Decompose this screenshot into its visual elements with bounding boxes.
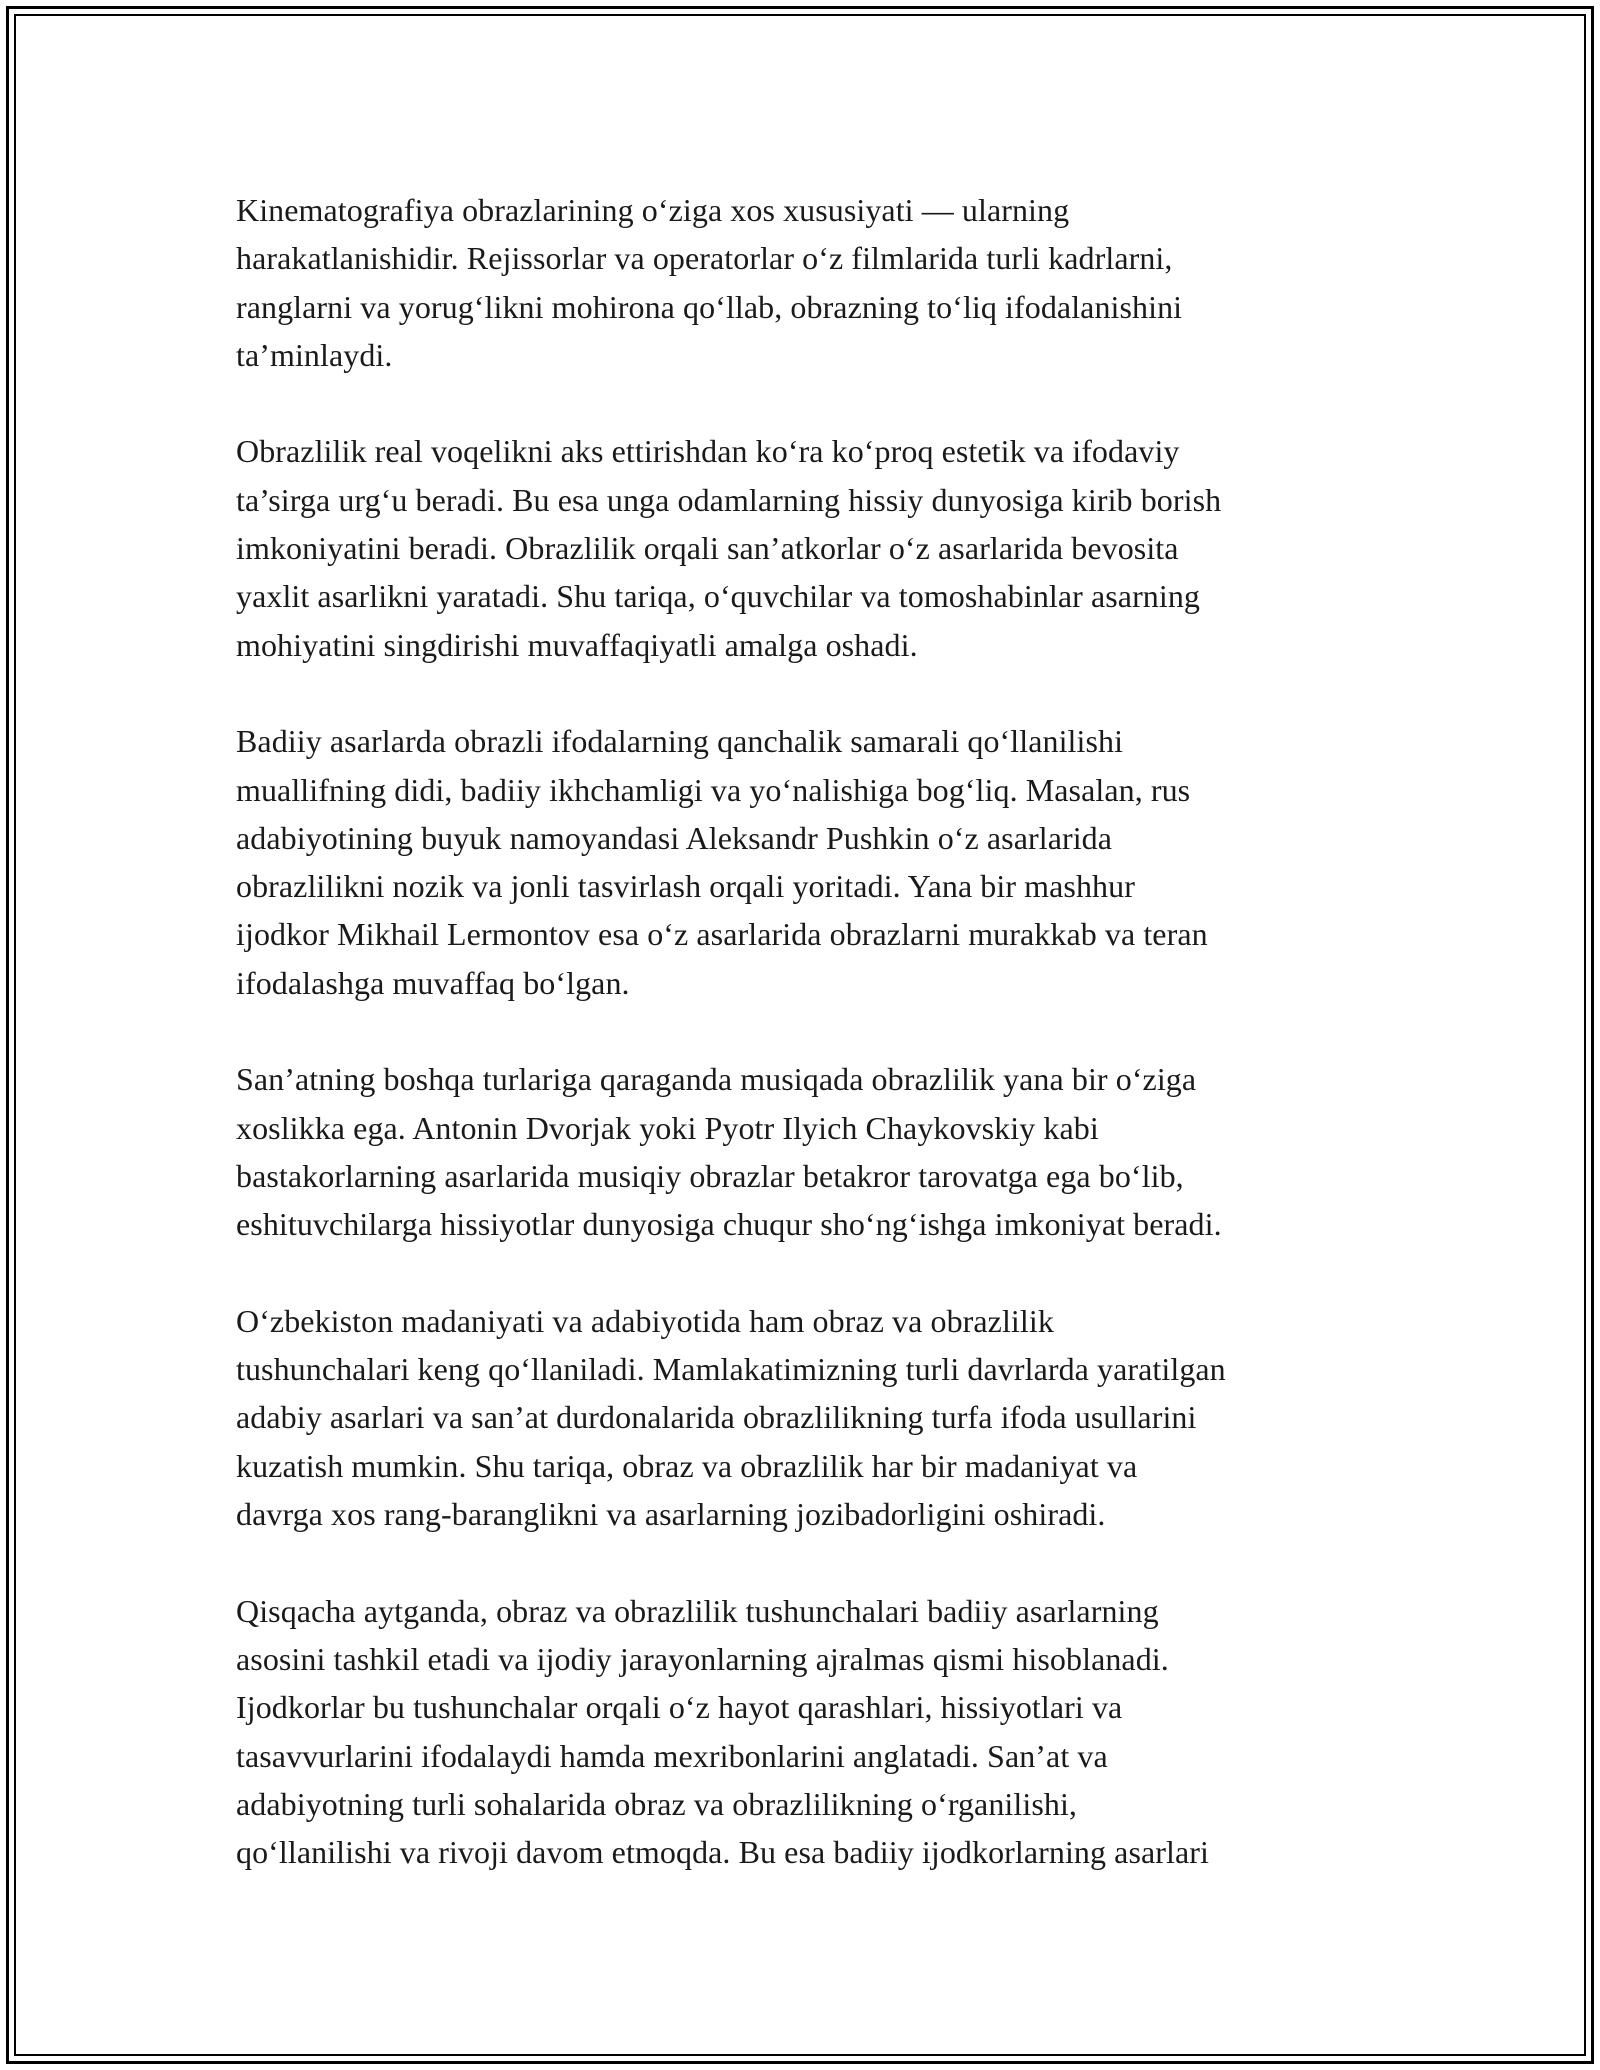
text-line: obrazlilikni nozik va jonli tasvirlash orqali yoritadi. Yana bir mashhur bbox=[236, 868, 1135, 905]
text-line: qo‘llanilishi va rivoji davom etmoqda. Bu esa badiiy ijodkorlarning asarlari bbox=[236, 1834, 1209, 1871]
text-line: adabiyotining buyuk namoyandasi Aleksandr Pushkin o‘z asarlarida bbox=[236, 819, 1113, 856]
text-line: Badiiy asarlarda obrazli ifodalarning qanchalik samarali qo‘llanilishi bbox=[236, 723, 1124, 760]
paragraph bbox=[236, 427, 1376, 668]
text-line: davrga xos rang-baranglikni va asarlarning jozibadorligini oshiradi. bbox=[236, 1496, 1106, 1533]
text-line: ijodkor Mikhail Lermontov esa o‘z asarlarida obrazlarni murakkab va teran bbox=[236, 916, 1208, 953]
text-line: Ijodkorlar bu tushunchalar orqali o‘z hayot qarashlari, hissiyotlari va bbox=[236, 1689, 1123, 1726]
text-line: eshituvchilarga hissiyotlar dunyosiga chuqur sho‘ng‘ishga imkoniyat beradi. bbox=[236, 1206, 1222, 1243]
text-line: ta’minlaydi. bbox=[236, 336, 393, 373]
paragraph bbox=[236, 1587, 1376, 1877]
paragraph bbox=[236, 1297, 1376, 1538]
text-line: O‘zbekiston madaniyati va adabiyotida ham obraz va obrazlilik bbox=[236, 1302, 1054, 1339]
text-line: asosini tashkil etadi va ijodiy jarayonlarning ajralmas qismi hisoblanadi. bbox=[236, 1640, 1169, 1677]
text-line: San’atning boshqa turlariga qaraganda musiqada obrazlilik yana bir o‘ziga bbox=[236, 1061, 1197, 1098]
text-line: Qisqacha aytganda, obraz va obrazlilik tushunchalari badiiy asarlarning bbox=[236, 1592, 1159, 1629]
paragraph bbox=[236, 186, 1376, 379]
text-line: ifodalashga muvaffaq bo‘lgan. bbox=[236, 964, 630, 1001]
text-line: tasavvurlarini ifodalaydi hamda mexribonlarini anglatadi. San’at va bbox=[236, 1737, 1108, 1774]
text-line: ta’sirga urg‘u beradi. Bu esa unga odamlarning hissiy dunyosiga kirib borish bbox=[236, 481, 1222, 518]
text-line: muallifning didi, badiiy ikhchamligi va yo‘nalishiga bog‘liq. Masalan, rus bbox=[236, 771, 1191, 808]
paragraph bbox=[236, 717, 1376, 1007]
text-line: yaxlit asarlikni yaratadi. Shu tariqa, o‘quvchilar va tomoshabinlar asarning bbox=[236, 578, 1201, 615]
paragraph bbox=[236, 1055, 1376, 1248]
text-line: kuzatish mumkin. Shu tariqa, obraz va obrazlilik har bir madaniyat va bbox=[236, 1447, 1138, 1484]
text-line: xoslikka ega. Antonin Dvorjak yoki Pyotr Ilyich Chaykovskiy kabi bbox=[236, 1109, 1099, 1146]
text-line: adabiy asarlari va san’at durdonalarida obrazlilikning turfa ifoda usullarini bbox=[236, 1399, 1197, 1436]
text-line: mohiyatini singdirishi muvaffaqiyatli amalga oshadi. bbox=[236, 626, 918, 663]
text-line: bastakorlarning asarlarida musiqiy obrazlar betakror tarovatga ega bo‘lib, bbox=[236, 1157, 1184, 1194]
text-line: adabiyotning turli sohalarida obraz va obrazlilikning o‘rganilishi, bbox=[236, 1785, 1077, 1822]
text-line: imkoniyatini beradi. Obrazlilik orqali san’atkorlar o‘z asarlarida bevosita bbox=[236, 530, 1179, 567]
document-body bbox=[236, 186, 1376, 1925]
text-line: Kinematografiya obrazlarining o‘ziga xos xususiyati — ularning bbox=[236, 192, 1070, 228]
text-line: Obrazlilik real voqelikni aks ettirishdan ko‘ra ko‘proq estetik va ifodaviy bbox=[236, 433, 1180, 470]
text-line: tushunchalari keng qo‘llaniladi. Mamlakatimizning turli davrlarda yaratilgan bbox=[236, 1351, 1226, 1388]
text-line: harakatlanishidir. Rejissorlar va operatorlar o‘z filmlarida turli kadrlarni, bbox=[236, 240, 1173, 277]
text-line: ranglarni va yorug‘likni mohirona qo‘llab, obrazning to‘liq ifodalanishini bbox=[236, 288, 1183, 325]
